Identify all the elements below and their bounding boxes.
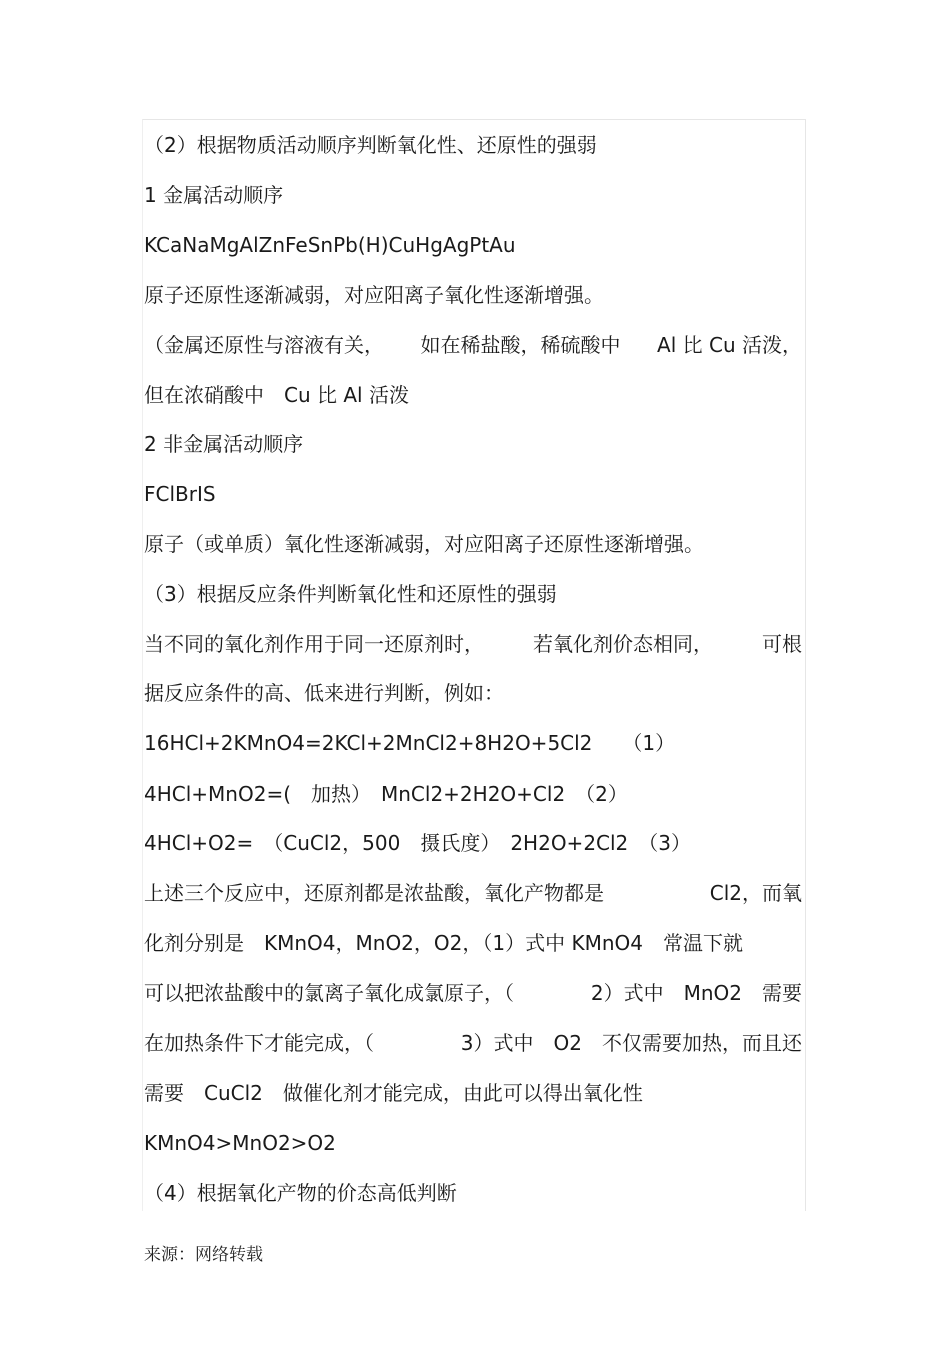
equation-3: 4HCl+O2= （CuCl2，500 摄氏度） 2H2O+2Cl2 （3） — [144, 831, 692, 855]
section-heading-3: （3）根据反应条件判断氧化性和还原性的强弱 — [144, 582, 557, 606]
text-segment: 2）式中 MnO2 需要 — [590, 981, 802, 1005]
text-segment: 可根 — [762, 632, 802, 656]
oxidizing-order: KMnO4>MnO2>O2 — [144, 1131, 336, 1155]
text-segment: 当不同的氧化剂作用于同一还原剂时， — [144, 632, 484, 656]
paragraph-line: 原子（或单质）氧化性逐渐减弱，对应阳离子还原性逐渐增强。 — [144, 532, 704, 556]
paragraph-line: 据反应条件的高、低来进行判断，例如： — [144, 681, 504, 705]
section-heading-4: （4）根据氧化产物的价态高低判断 — [144, 1181, 457, 1205]
paragraph-line-justified — [144, 1030, 802, 1056]
paragraph-line: 需要 CuCl2 做催化剂才能完成，由此可以得出氧化性 — [144, 1081, 643, 1105]
equation-1: 16HCl+2KMnO4=2KCl+2MnCl2+8H2O+5Cl2 （1） — [144, 731, 676, 755]
section-heading-2: （2）根据物质活动顺序判断氧化性、还原性的强弱 — [144, 133, 597, 157]
text-segment: 在加热条件下才能完成，（ — [144, 1031, 374, 1055]
paragraph-line: 化剂分别是 KMnO4，MnO2，O2，（1）式中 KMnO4 常温下就 — [144, 931, 743, 955]
equation-2: 4HCl+MnO2=( 加热） MnCl2+2H2O+Cl2 （2） — [144, 782, 628, 806]
paragraph-line-justified — [144, 880, 802, 906]
text-segment: 可以把浓盐酸中的氯离子氧化成氯原子，（ — [144, 981, 514, 1005]
nonmetal-activity-series: FClBrIS — [144, 482, 216, 506]
nonmetal-order-heading: 2 非金属活动顺序 — [144, 432, 304, 456]
paragraph-line-justified — [144, 980, 802, 1006]
text-segment: （金属还原性与溶液有关， — [144, 333, 384, 357]
text-segment: Cl2，而氧 — [709, 881, 802, 905]
text-segment: 上述三个反应中，还原剂都是浓盐酸，氧化产物都是 — [144, 881, 604, 905]
paragraph-line: 但在浓硝酸中 Cu 比 Al 活泼 — [144, 383, 409, 407]
text-segment: 若氧化剂价态相同， — [533, 632, 713, 656]
source-footer: 来源：网络转载 — [144, 1245, 263, 1265]
paragraph-line-justified — [144, 332, 802, 358]
paragraph-line: 原子还原性逐渐减弱，对应阳离子氧化性逐渐增强。 — [144, 283, 604, 307]
metal-order-heading: 1 金属活动顺序 — [144, 183, 284, 207]
text-segment: Al 比 Cu 活泼， — [657, 333, 802, 357]
metal-activity-series: KCaNaMgAlZnFeSnPb(H)CuHgAgPtAu — [144, 233, 516, 257]
paragraph-line-justified — [144, 631, 802, 657]
text-segment: 如在稀盐酸，稀硫酸中 — [420, 333, 621, 357]
text-segment: 3）式中 O2 不仅需要加热，而且还 — [460, 1031, 802, 1055]
